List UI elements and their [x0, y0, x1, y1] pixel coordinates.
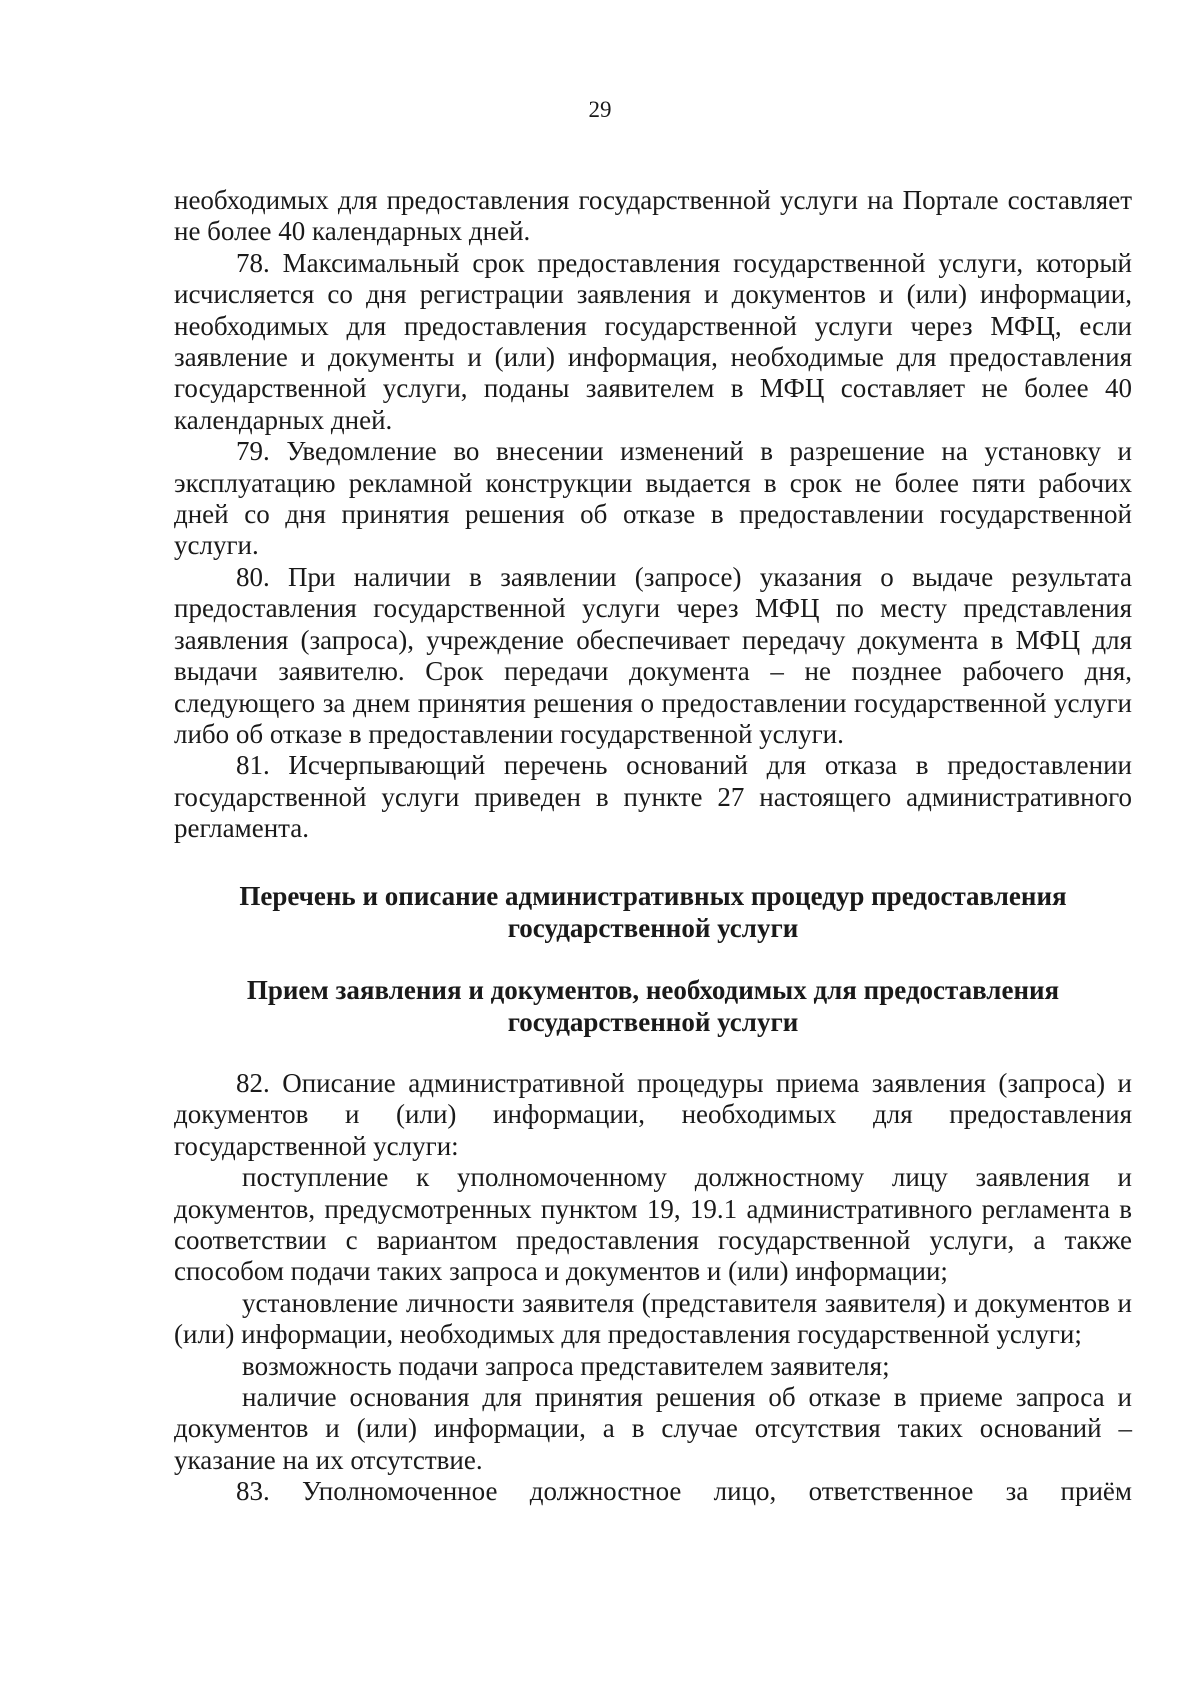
paragraph-80: 80. При наличии в заявлении (запросе) указания о выдаче результата предоставления государственной услуги через МФЦ по месту представления заявления (запроса), учреждение обеспечивает передачу документа в МФЦ для выдачи заявителю. Срок передачи документа – не позднее рабочего дня, следующего за днем принятия решения о предоставлении государственной услуги либо об отказе в предоставлении государственной услуги. [174, 561, 1132, 749]
paragraph-78: 78. Максимальный срок предоставления государственной услуги, который исчисляется со дня регистрации заявления и документов и (или) информации, необходимых для предоставления государственной услуги через МФЦ, если заявление и документы и (или) информация, необходимые для предоставления государственной услуги, поданы заявителем в МФЦ составляет не более 40 календарных дней. [174, 247, 1132, 435]
list-item-receipt: поступление к уполномоченному должностному лицу заявления и документов, предусмотренных пунктом 19, 19.1 административного регламента в соответствии с вариантом предоставления государственной услуги, а также способом подачи таких запроса и документов и (или) информации; [174, 1162, 1132, 1287]
paragraph-continuation: необходимых для предоставления государственной услуги на Портале составляет не более 40 календарных дней. [174, 185, 1132, 247]
list-item-representative: возможность подачи запроса представителем заявителя; [242, 1350, 890, 1381]
list-item-identification: установление личности заявителя (представителя заявителя) и документов и (или) информации, необходимых для предоставления государственной услуги; [174, 1287, 1132, 1350]
body-text-bottom [174, 1068, 1132, 1508]
list-item-refusal-grounds: наличие основания для принятия решения об отказе в приеме запроса и документов и (или) информации, а в случае отсутствия таких оснований – указание на их отсутствие. [174, 1382, 1132, 1475]
paragraph-81: 81. Исчерпывающий перечень оснований для отказа в предоставлении государственной услуги приведен в пункте 27 настоящего административного регламента. [174, 750, 1132, 844]
section-heading-reception: Прием заявления и документов, необходимых для предоставления государственной услуги [246, 975, 1060, 1037]
section-heading-procedures: Перечень и описание административных процедур предоставления государственной услуги [239, 881, 1067, 943]
page-number: 29 [588, 97, 612, 122]
paragraph-79: 79. Уведомление во внесении изменений в разрешение на установку и эксплуатацию рекламной конструкции выдается в срок не более пяти рабочих дней со дня принятия решения об отказе в предоставлении государственной услуги. [174, 436, 1132, 561]
body-text-top [174, 185, 1132, 845]
paragraph-83: 83. Уполномоченное должностное лицо, ответственное за приём [236, 1476, 1132, 1507]
paragraph-82: 82. Описание административной процедуры приема заявления (запроса) и документов и (или) информации, необходимых для предоставления государственной услуги: [174, 1068, 1132, 1161]
